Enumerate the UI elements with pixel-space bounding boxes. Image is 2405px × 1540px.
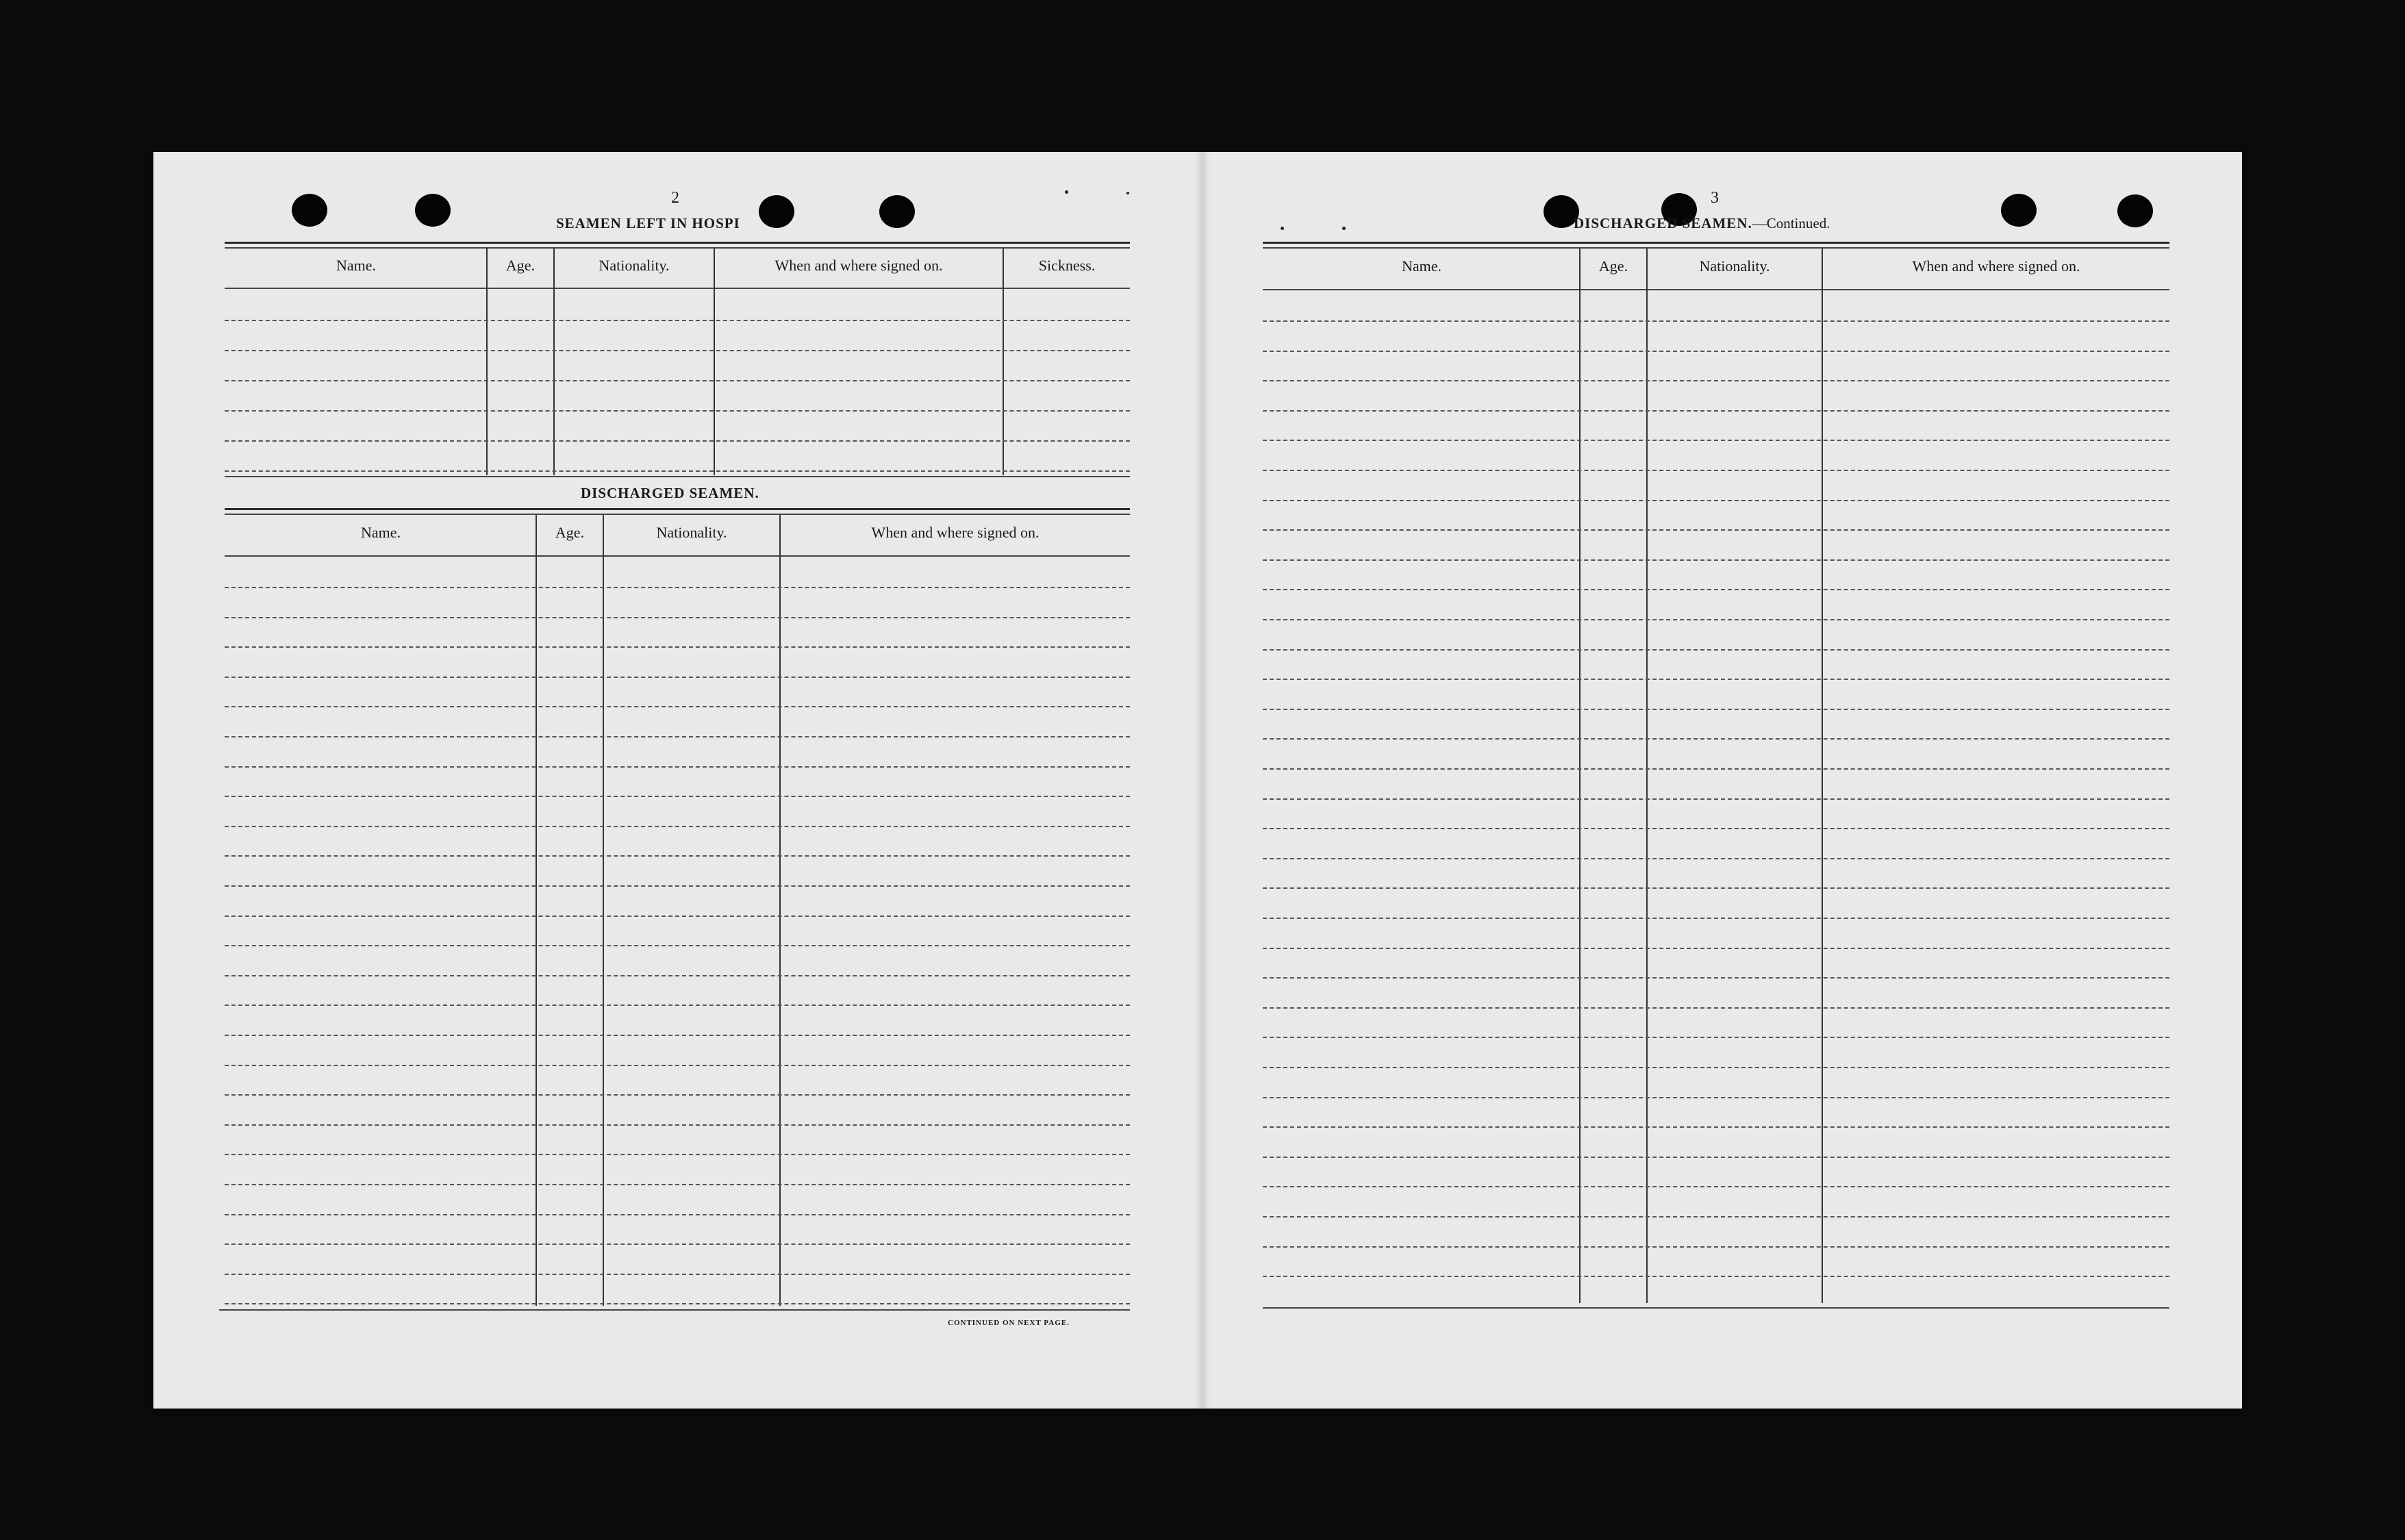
entry-line	[1263, 798, 2169, 800]
right-column-divider	[1646, 249, 1648, 1303]
entry-line	[1263, 887, 2169, 889]
entry-line	[225, 1244, 1130, 1245]
hospital-header-name: Name.	[336, 257, 377, 274]
discharged-column-divider	[603, 515, 604, 1306]
entry-line	[225, 1303, 1130, 1304]
entry-line	[225, 766, 1130, 768]
hospital-top-rule-2	[225, 247, 1130, 249]
entry-line	[225, 1124, 1130, 1126]
entry-line	[1263, 619, 2169, 620]
entry-line	[1263, 977, 2169, 979]
entry-line	[225, 1214, 1130, 1215]
right-header-signed-on: When and where signed on.	[1912, 257, 2080, 275]
discharged-header-nationality: Nationality.	[656, 524, 727, 541]
right-header-age: Age.	[1598, 257, 1628, 275]
entry-line	[225, 646, 1130, 648]
discharged-section-title: DISCHARGED SEAMEN.	[581, 485, 759, 501]
entry-line	[225, 1154, 1130, 1155]
entry-line	[1263, 320, 2169, 322]
discharged-column-divider	[779, 515, 781, 1306]
entry-line	[225, 440, 1130, 442]
entry-line	[1263, 948, 2169, 949]
entry-line	[225, 1094, 1130, 1096]
punch-hole	[2001, 194, 2037, 227]
entry-line	[1263, 858, 2169, 859]
discharged-top-rule	[225, 508, 1130, 510]
entry-line	[1263, 559, 2169, 561]
entry-line	[225, 975, 1130, 976]
entry-line	[225, 796, 1130, 797]
entry-line	[1263, 1157, 2169, 1158]
hospital-bottom-rule	[225, 476, 1130, 477]
entry-line	[225, 826, 1130, 827]
right-top-rule-2	[1263, 247, 2169, 249]
right-column-divider	[1579, 249, 1581, 1303]
entry-line	[1263, 828, 2169, 829]
entry-line	[1263, 738, 2169, 740]
entry-line	[1263, 1186, 2169, 1187]
entry-line	[225, 1005, 1130, 1006]
entry-line	[1263, 351, 2169, 352]
entry-line	[1263, 380, 2169, 381]
entry-line	[225, 350, 1130, 351]
page-number-left: 2	[671, 189, 679, 207]
page-number-right: 3	[1711, 189, 1719, 207]
entry-line	[1263, 709, 2169, 710]
right-bottom-rule	[1263, 1307, 2169, 1309]
entry-line	[225, 1184, 1130, 1185]
entry-line	[1263, 768, 2169, 770]
ink-speck	[1342, 227, 1346, 230]
center-fold	[1195, 152, 1210, 1409]
entry-line	[1263, 410, 2169, 412]
entry-line	[1263, 1276, 2169, 1277]
entry-line	[1263, 1126, 2169, 1128]
entry-line	[225, 736, 1130, 737]
entry-line	[1263, 1037, 2169, 1038]
hospital-section-title: SEAMEN LEFT IN HOSPI	[556, 215, 740, 231]
punch-hole	[415, 194, 451, 227]
discharged-header-age: Age.	[555, 524, 585, 541]
right-header-nationality: Nationality.	[1699, 257, 1770, 275]
entry-line	[225, 945, 1130, 946]
entry-line	[1263, 1097, 2169, 1098]
entry-line	[1263, 589, 2169, 590]
entry-line	[1263, 679, 2169, 680]
entry-line	[225, 320, 1130, 321]
hospital-header-sickness: Sickness.	[1038, 257, 1096, 274]
entry-line	[225, 916, 1130, 917]
right-top-rule	[1263, 242, 2169, 244]
hospital-top-rule	[225, 242, 1130, 244]
right-section-title	[1574, 215, 1830, 232]
ink-speck	[1065, 190, 1068, 194]
punch-hole	[759, 195, 794, 228]
right-column-divider	[1822, 249, 1823, 1303]
entry-line	[1263, 1216, 2169, 1217]
entry-line	[225, 380, 1130, 381]
punch-hole	[2117, 194, 2153, 227]
entry-line	[1263, 470, 2169, 471]
entry-line	[1263, 529, 2169, 531]
entry-line	[1263, 1067, 2169, 1068]
entry-line	[225, 677, 1130, 678]
entry-line	[1263, 649, 2169, 651]
discharged-column-divider	[536, 515, 537, 1306]
entry-line	[1263, 1007, 2169, 1009]
entry-line	[225, 706, 1130, 707]
right-header-rule	[1263, 289, 2169, 290]
entry-line	[225, 885, 1130, 887]
hospital-header-rule	[225, 288, 1130, 289]
punch-hole	[292, 194, 327, 227]
ink-speck	[1126, 192, 1129, 194]
entry-line	[225, 410, 1130, 412]
entry-line	[225, 1065, 1130, 1066]
right-header-name: Name.	[1401, 257, 1442, 275]
discharged-top-rule-2	[225, 514, 1130, 515]
ink-speck	[1281, 227, 1284, 230]
discharged-header-rule	[225, 555, 1130, 557]
entry-line	[225, 617, 1130, 618]
entry-line	[1263, 500, 2169, 501]
hospital-header-nationality: Nationality.	[599, 257, 670, 274]
entry-line	[225, 1274, 1130, 1275]
right-section-title-suffix: —Continued.	[1752, 215, 1830, 231]
entry-line	[225, 1035, 1130, 1036]
continued-note: CONTINUED ON NEXT PAGE.	[948, 1319, 1070, 1327]
entry-line	[225, 855, 1130, 857]
left-bottom-rule	[219, 1309, 1130, 1311]
entry-line	[225, 587, 1130, 588]
hospital-header-signed-on: When and where signed on.	[775, 257, 943, 274]
entry-line	[1263, 918, 2169, 919]
right-section-title-main: DISCHARGED SEAMEN.	[1574, 215, 1752, 231]
hospital-header-age: Age.	[505, 257, 536, 274]
entry-line	[225, 470, 1130, 472]
punch-hole	[879, 195, 915, 228]
discharged-header-name: Name.	[360, 524, 401, 541]
discharged-header-signed-on: When and where signed on.	[871, 524, 1040, 541]
entry-line	[1263, 440, 2169, 441]
entry-line	[1263, 1246, 2169, 1248]
